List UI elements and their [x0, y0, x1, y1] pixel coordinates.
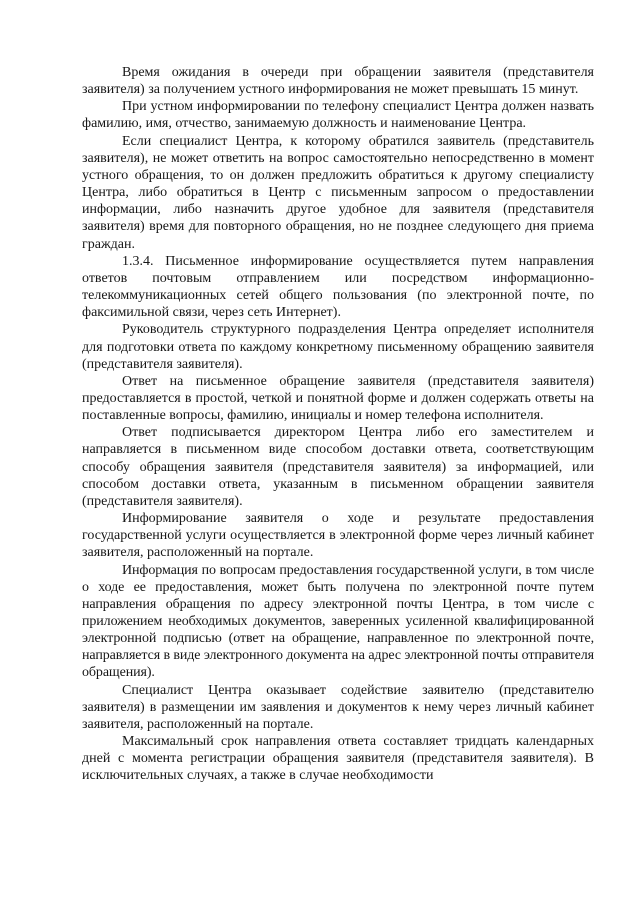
paragraph-assistance: Специалист Центра оказывает содействие заявителю (представителю заявителя) в размещении им заявления и документов к нему через личный кабинет заявителя, расположенный на портале.	[82, 682, 594, 732]
paragraph-head-assigns: Руководитель структурного подразделения Центра определяет исполнителя для подготовки ответа по каждому конкретному письменному обращению заявителя (представителя заявителя).	[82, 322, 594, 372]
paragraph-max-term: Максимальный срок направления ответа составляет тридцать календарных дней с момента регистрации обращения заявителя (представителя заявителя). В исключительных случаях, а также в случае необходимости	[82, 734, 594, 784]
paragraph-written-informing: 1.3.4. Письменное информирование осуществляется путем направления ответов почтовым отправлением или посредством информационно-телекоммуникационных сетей общего пользования (по электронной почте, по факсимильной связи, через сеть Интернет).	[82, 253, 594, 321]
paragraph-phone-informing: При устном информировании по телефону специалист Центра должен назвать фамилию, имя, отчество, занимаемую должность и наименование Центра.	[82, 99, 594, 132]
paragraph-electronic-status: Информирование заявителя о ходе и результате предоставления государственной услуги осуществляется в электронной форме через личный кабинет заявителя, расположенный на портале.	[82, 511, 594, 561]
paragraph-answer-signing: Ответ подписывается директором Центра либо его заместителем и направляется в письменном виде способом доставки ответа, соответствующим способу обращения заявителя (представителя заявителя) за информацией, или способом доставки ответа, указанным в письменном обращении заявителя (представителя заявителя).	[82, 425, 594, 509]
paragraph-redirect: Если специалист Центра, к которому обратился заявитель (представитель заявителя), не может ответить на вопрос самостоятельно непосредственно в момент устного обращения, то он должен предложить обратиться к другому специалисту Центра, либо обратиться в Центр с письменным запросом о предоставлении информации, либо назначить другое удобное для заявителя (представителя заявителя) время для повторного обращения, но не позднее следующего дня приема граждан.	[82, 133, 594, 252]
document-page	[82, 64, 594, 785]
paragraph-email-info: Информация по вопросам предоставления государственной услуги, в том числе о ходе ее предоставления, может быть получена по электронной почте путем направления обращения по адресу электронной почты Центра, в том числе с приложением необходимых документов, заверенных усиленной квалифицированной электронной подписью (ответ на обращение, направленное по электронной почте, направляется в виде электронного документа на адрес электронной почты отправителя обращения).	[82, 562, 594, 681]
paragraph-waiting-time: Время ожидания в очереди при обращении заявителя (представителя заявителя) за получением устного информирования не может превышать 15 минут.	[82, 65, 594, 98]
paragraph-answer-form: Ответ на письменное обращение заявителя (представителя заявителя) предоставляется в простой, четкой и понятной форме и должен содержать ответы на поставленные вопросы, фамилию, инициалы и номер телефона исполнителя.	[82, 373, 594, 424]
